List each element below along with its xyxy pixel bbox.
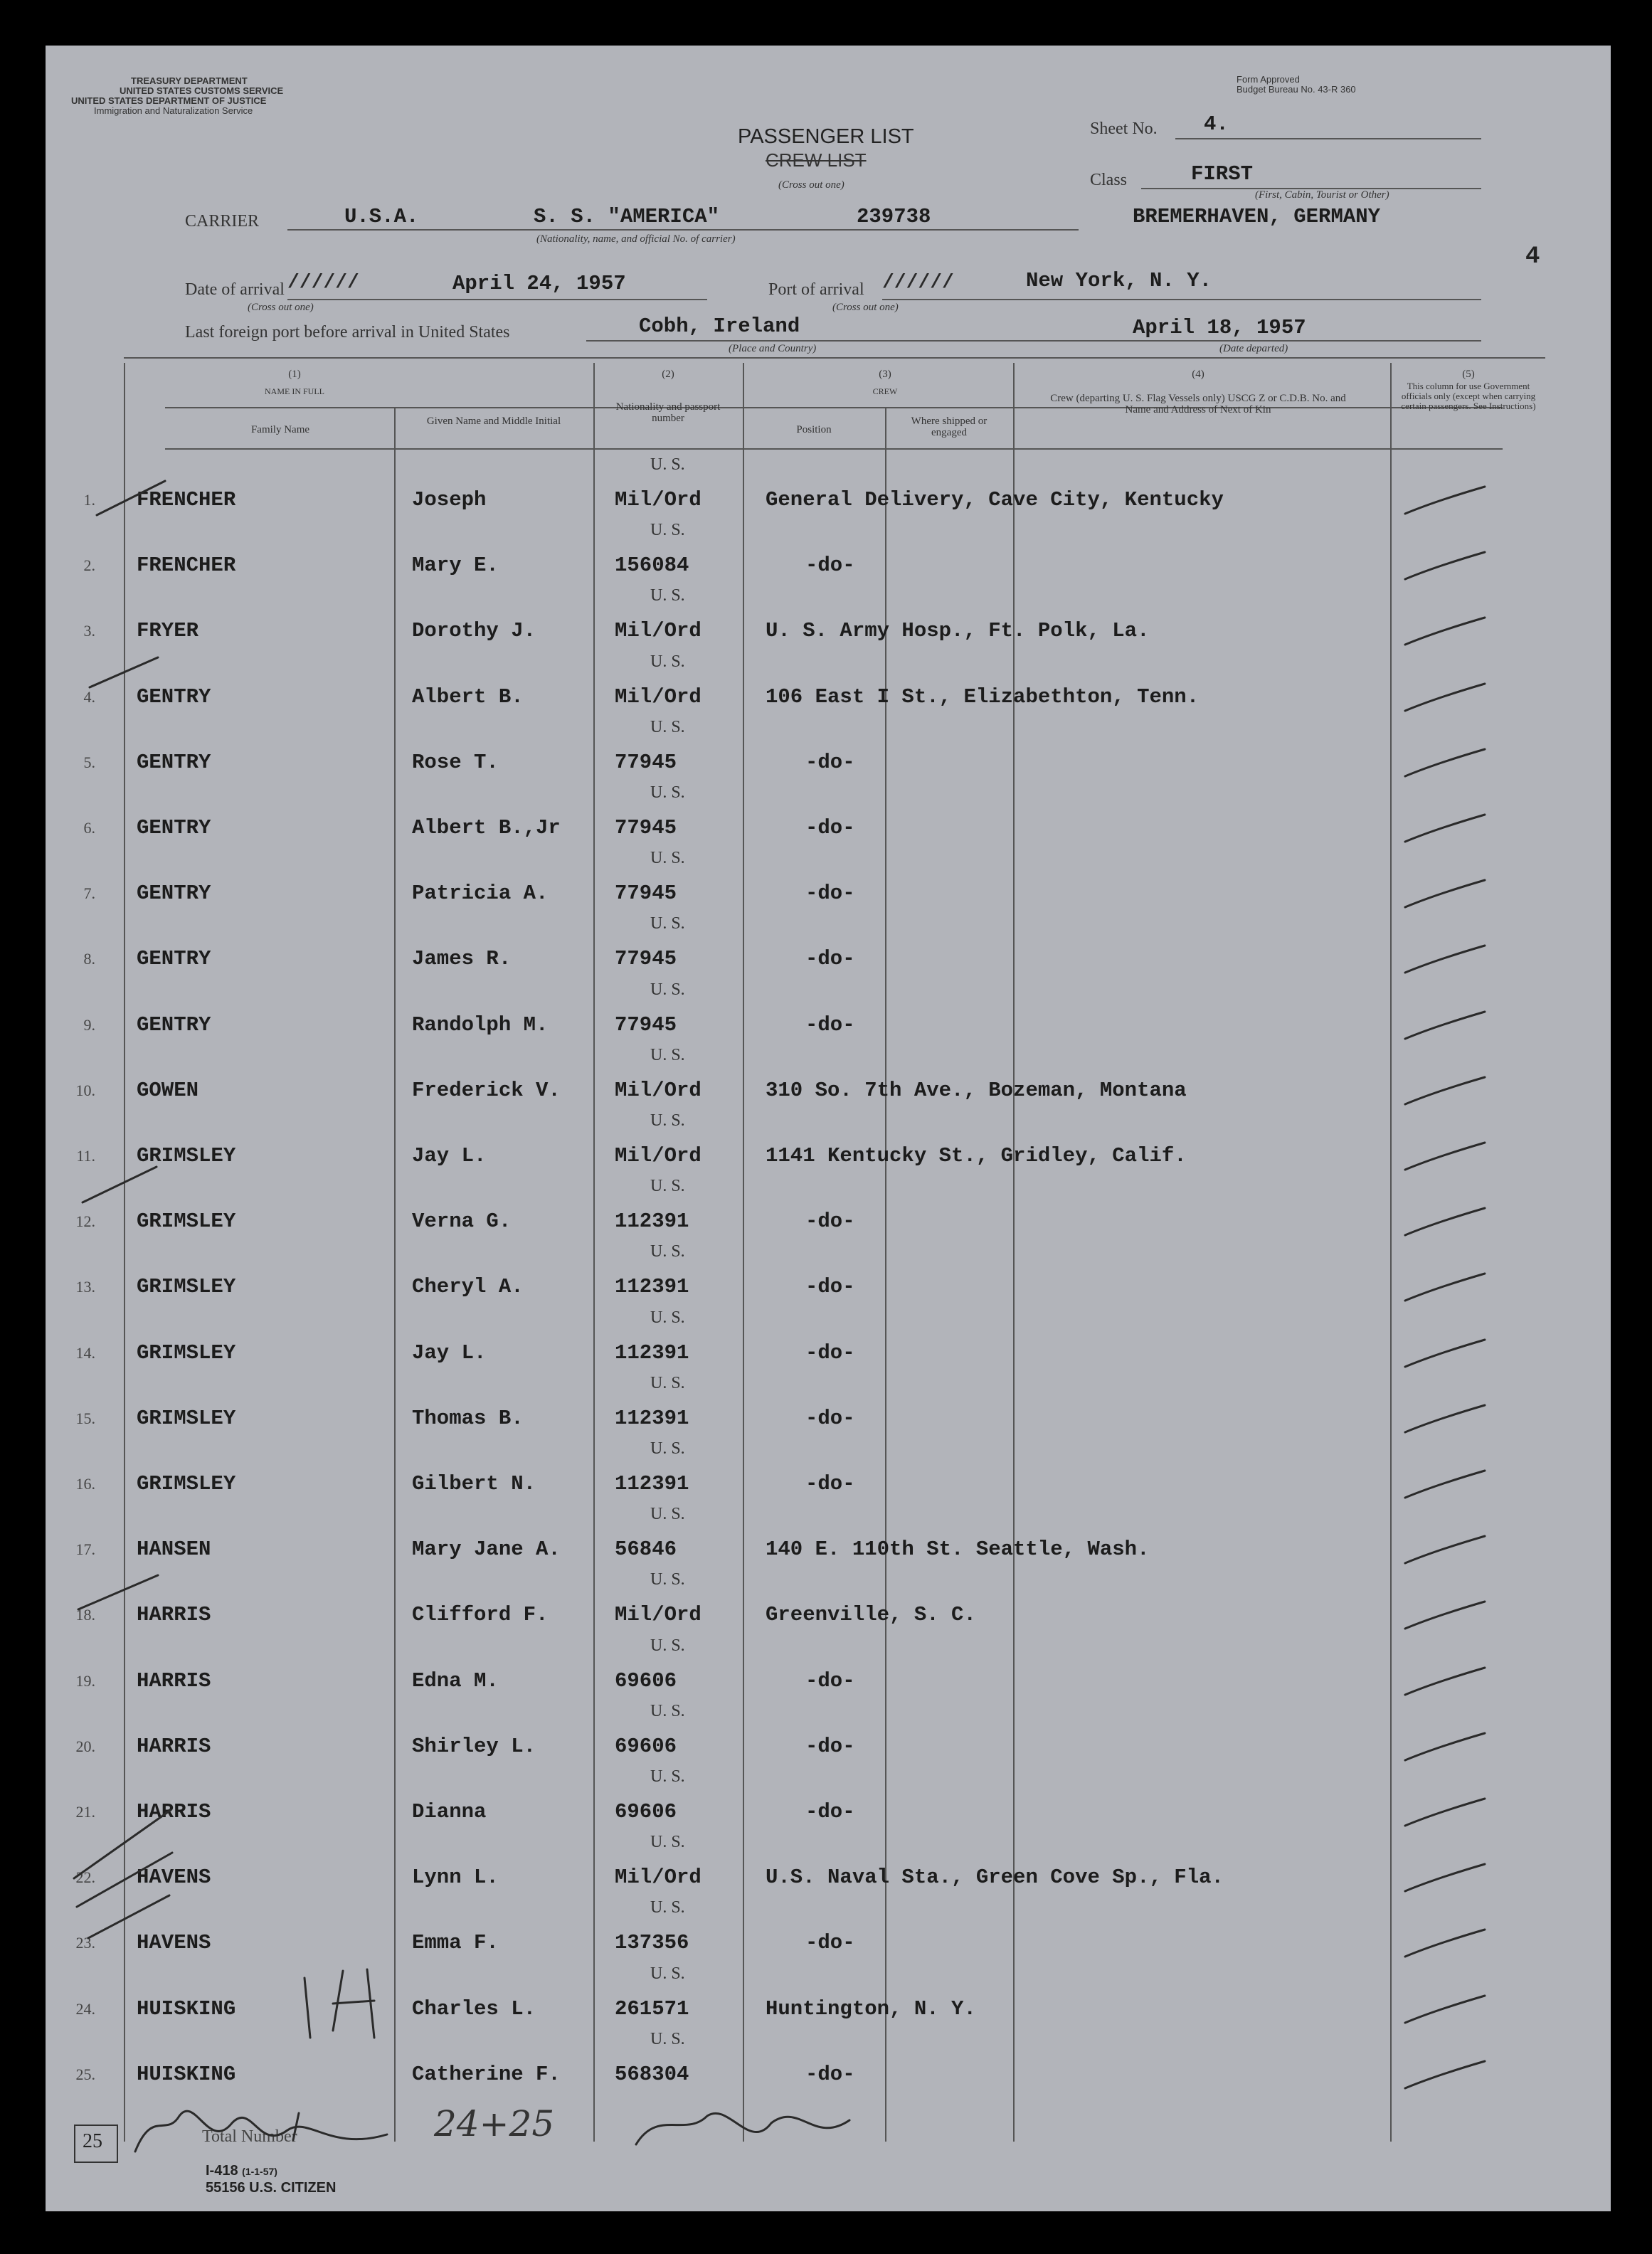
passport-number: 112391 <box>615 1275 689 1299</box>
family-name: GENTRY <box>137 1012 211 1037</box>
row-number: 19. <box>75 1671 95 1690</box>
passport-number: 112391 <box>615 1210 689 1234</box>
row-number: 2. <box>83 556 95 575</box>
next-of-kin-address: U.S. Naval Sta., Green Cove Sp., Fla. <box>766 1866 1224 1890</box>
family-name: GRIMSLEY <box>137 1340 236 1365</box>
nationality: U. S. <box>650 717 685 736</box>
next-of-kin-address: U. S. Army Hosp., Ft. Polk, La. <box>766 619 1150 643</box>
arrival-struck: ////// <box>287 272 359 294</box>
port-label: Port of arrival <box>768 280 864 299</box>
nationality: U. S. <box>650 914 685 933</box>
entry-tick-1 <box>97 481 165 515</box>
given-name: Cheryl A. <box>412 1275 524 1299</box>
form-number-text: I-418 <box>206 2163 238 2179</box>
col4-title-label: Crew (departing U. S. Flag Vessels only) USCG Z or C.D.B. No. and Name and Address of Next of Kin <box>1050 393 1346 416</box>
family-name: GOWEN <box>137 1078 199 1102</box>
next-of-kin-address: -do- <box>805 2062 855 2086</box>
given-name: James R. <box>412 947 512 971</box>
family-name: HARRIS <box>137 1734 211 1758</box>
dept-line-3: UNITED STATES DEPARTMENT OF JUSTICE <box>71 95 267 106</box>
nationality: U. S. <box>650 1898 685 1917</box>
corner-number: 4 <box>1525 243 1540 270</box>
crew-list-label: CREW LIST <box>766 149 867 171</box>
nationality: U. S. <box>650 1177 685 1196</box>
family-name: FRYER <box>137 619 199 643</box>
nationality: U. S. <box>650 521 685 540</box>
row-number: 18. <box>75 1606 95 1624</box>
given-name: Lynn L. <box>412 1866 499 1890</box>
family-name: HUISKING <box>137 2062 236 2086</box>
col-shipped-label: Where shipped or engaged <box>911 416 988 438</box>
col5-number: (5) <box>1462 369 1475 380</box>
next-of-kin-address: -do- <box>805 1012 855 1037</box>
passport-number: 77945 <box>615 882 677 906</box>
passport-number: Mil/Ord <box>615 1603 701 1627</box>
entry-tick-6 <box>77 1853 172 1907</box>
given-name: Patricia A. <box>412 882 549 906</box>
next-of-kin-address: 310 So. 7th Ave., Bozeman, Montana <box>766 1078 1187 1102</box>
nationality: U. S. <box>650 1045 685 1064</box>
passport-number: Mil/Ord <box>615 684 701 709</box>
given-name: Frederick V. <box>412 1078 561 1102</box>
given-name: Edna M. <box>412 1668 499 1693</box>
family-name: HANSEN <box>137 1538 211 1562</box>
last-port-label: Last foreign port before arrival in United States <box>185 323 510 342</box>
carrier-hint: (Nationality, name, and official No. of carrier) <box>536 233 736 245</box>
col4-number: (4) <box>1192 369 1204 380</box>
given-name: Jay L. <box>412 1144 487 1168</box>
col-given-label: Given Name and Middle Initial <box>426 416 561 427</box>
signature-scribble-2 <box>636 2113 849 2144</box>
row-number: 23. <box>75 1934 95 1952</box>
col1-number: (1) <box>288 369 301 380</box>
class-hint: (First, Cabin, Tourist or Other) <box>1255 189 1389 201</box>
passport-number: Mil/Ord <box>615 1078 701 1102</box>
given-name: Emma F. <box>412 1931 499 1955</box>
given-name: Randolph M. <box>412 1012 549 1037</box>
class-value: FIRST <box>1191 162 1254 186</box>
col2-number: (2) <box>662 369 674 380</box>
row-number: 6. <box>83 819 95 837</box>
nationality: U. S. <box>650 1111 685 1130</box>
port-cross-hint: (Cross out one) <box>832 302 899 313</box>
handwritten-total: 24+25 <box>434 2103 555 2144</box>
family-name: GENTRY <box>137 947 211 971</box>
family-name: GRIMSLEY <box>137 1406 236 1430</box>
arrival-date: April 24, 1957 <box>452 272 626 295</box>
family-name: HARRIS <box>137 1668 211 1693</box>
next-of-kin-address: 140 E. 110th St. Seattle, Wash. <box>766 1538 1150 1562</box>
nationality: U. S. <box>650 586 685 605</box>
next-of-kin-address: Greenville, S. C. <box>766 1603 976 1627</box>
row-number: 14. <box>75 1343 95 1362</box>
next-of-kin-address: -do- <box>805 882 855 906</box>
family-name: GRIMSLEY <box>137 1210 236 1234</box>
col1-title: NAME IN FULL <box>265 386 324 396</box>
given-name: Gilbert N. <box>412 1472 536 1496</box>
nationality: U. S. <box>650 1964 685 1983</box>
form-number-date: (1-1-57) <box>242 2166 277 2177</box>
signature-scribble <box>135 2111 387 2152</box>
next-of-kin-address: -do- <box>805 750 855 774</box>
given-name: Jay L. <box>412 1340 487 1365</box>
date-hint: (Date departed) <box>1219 343 1288 354</box>
stamp-stroke-4 <box>333 2001 374 2004</box>
next-of-kin-address: -do- <box>805 1734 855 1758</box>
nationality: U. S. <box>650 1767 685 1786</box>
family-name: FRENCHER <box>137 554 236 578</box>
row-number: 24. <box>75 1999 95 2018</box>
port-value: New York, N. Y. <box>1026 269 1212 292</box>
passport-number: 69606 <box>615 1800 677 1824</box>
family-name: HAVENS <box>137 1866 211 1890</box>
carrier-label: CARRIER <box>185 212 260 231</box>
sheet-number: 4. <box>1204 112 1229 136</box>
carrier-number: 239738 <box>857 205 931 228</box>
passport-number: Mil/Ord <box>615 488 701 512</box>
passport-number: 77945 <box>615 750 677 774</box>
sheet-label: Sheet No. <box>1090 120 1158 138</box>
page-title: PASSENGER LIST <box>738 125 914 148</box>
passport-number: Mil/Ord <box>615 1866 701 1890</box>
given-name: Dorothy J. <box>412 619 536 643</box>
passport-number: 137356 <box>615 1931 689 1955</box>
family-name: FRENCHER <box>137 488 236 512</box>
place-hint: (Place and Country) <box>729 343 817 354</box>
passport-number: 568304 <box>615 2062 689 2086</box>
stamp-stroke-1 <box>305 1978 310 2038</box>
row-number: 21. <box>75 1803 95 1821</box>
family-name: GENTRY <box>137 882 211 906</box>
family-name: GRIMSLEY <box>137 1275 236 1299</box>
next-of-kin-address: -do- <box>805 1210 855 1234</box>
next-of-kin-address: -do- <box>805 1668 855 1693</box>
class-label: Class <box>1090 171 1128 189</box>
row-number: 12. <box>75 1212 95 1231</box>
given-name: Rose T. <box>412 750 499 774</box>
row-number: 22. <box>75 1868 95 1887</box>
entry-tick-4 <box>78 1575 158 1609</box>
col-family-header: Family Name <box>250 424 310 435</box>
next-of-kin-address: -do- <box>805 816 855 840</box>
passport-number: 69606 <box>615 1734 677 1758</box>
next-of-kin-address: -do- <box>805 947 855 971</box>
stamp-stroke-3 <box>367 1969 374 2038</box>
arrival-cross-hint: (Cross out one) <box>248 302 314 313</box>
row-number: 5. <box>83 753 95 771</box>
family-name: GENTRY <box>137 750 211 774</box>
passport-number: 77945 <box>615 1012 677 1037</box>
entry-tick-7 <box>88 1895 169 1938</box>
family-name: HUISKING <box>137 1996 236 2021</box>
nationality: U. S. <box>650 1308 685 1327</box>
port-struck: ////// <box>882 272 954 294</box>
given-name: Verna G. <box>412 1210 512 1234</box>
row-number: 10. <box>75 1081 95 1099</box>
departure-port: BREMERHAVEN, GERMANY <box>1133 205 1381 228</box>
next-of-kin-address: -do- <box>805 1406 855 1430</box>
next-of-kin-address: 1141 Kentucky St., Gridley, Calif. <box>766 1144 1187 1168</box>
total-box-value: 25 <box>83 2130 102 2152</box>
family-name: HAVENS <box>137 1931 211 1955</box>
nationality: U. S. <box>650 849 685 868</box>
next-of-kin-address: Huntington, N. Y. <box>766 1996 976 2021</box>
row-number: 7. <box>83 884 95 903</box>
next-of-kin-address: -do- <box>805 1800 855 1824</box>
col3-title: CREW <box>872 386 898 396</box>
row-number: 16. <box>75 1475 95 1493</box>
family-name: GENTRY <box>137 816 211 840</box>
row-number: 15. <box>75 1409 95 1427</box>
given-name: Mary Jane A. <box>412 1538 561 1562</box>
manifest-sheet <box>46 46 1611 2211</box>
given-name: Albert B.,Jr <box>412 816 561 840</box>
carrier-ship: S. S. "AMERICA" <box>534 205 720 228</box>
next-of-kin-address: -do- <box>805 1472 855 1496</box>
passport-number: 112391 <box>615 1472 689 1496</box>
form-approved: Form Approved <box>1237 74 1300 85</box>
total-label: Total Number <box>202 2127 297 2146</box>
passport-number: 69606 <box>615 1668 677 1693</box>
stamp-stroke-2 <box>333 1971 343 2031</box>
nationality: U. S. <box>650 1373 685 1392</box>
nationality: U. S. <box>650 1242 685 1261</box>
passport-number: 261571 <box>615 1996 689 2021</box>
last-port-value: Cobh, Ireland <box>639 314 800 338</box>
given-name: Thomas B. <box>412 1406 524 1430</box>
col5-title-label: This column for use Government officials only (except when carrying certain passengers. See Instructions) <box>1401 381 1536 411</box>
passport-number: 112391 <box>615 1340 689 1365</box>
col3-number: (3) <box>879 369 891 380</box>
nationality: U. S. <box>650 980 685 999</box>
dept-line-4: Immigration and Naturalization Service <box>94 105 253 116</box>
handwriting-overlay <box>46 46 1611 2211</box>
nationality: U. S. <box>650 1833 685 1852</box>
passport-number: 156084 <box>615 554 689 578</box>
given-name: Catherine F. <box>412 2062 561 2086</box>
row-number: 20. <box>75 1737 95 1755</box>
budget-bureau: Budget Bureau No. 43-R 360 <box>1237 84 1356 95</box>
row-number: 9. <box>83 1015 95 1034</box>
next-of-kin-address: -do- <box>805 1340 855 1365</box>
row-number: 13. <box>75 1278 95 1296</box>
dept-line-1: TREASURY DEPARTMENT <box>131 75 248 86</box>
row-number: 3. <box>83 622 95 640</box>
nationality: U. S. <box>650 1701 685 1720</box>
next-of-kin-address: General Delivery, Cave City, Kentucky <box>766 488 1224 512</box>
row-number: 25. <box>75 2065 95 2083</box>
row-number: 4. <box>83 687 95 706</box>
col2-title-label: Nationality and passport number <box>615 401 721 424</box>
row-number: 8. <box>83 950 95 968</box>
carrier-nationality: U.S.A. <box>344 205 419 228</box>
nationality: U. S. <box>650 455 685 474</box>
nationality: U. S. <box>650 1570 685 1589</box>
passport-number: 77945 <box>615 947 677 971</box>
passport-number: 56846 <box>615 1538 677 1562</box>
col-position-header: Position <box>796 424 832 435</box>
row-number: 1. <box>83 491 95 509</box>
next-of-kin-address: -do- <box>805 1275 855 1299</box>
next-of-kin-address: -do- <box>805 554 855 578</box>
nationality: U. S. <box>650 2029 685 2048</box>
row-number: 17. <box>75 1540 95 1559</box>
given-name: Mary E. <box>412 554 499 578</box>
passport-number: 112391 <box>615 1406 689 1430</box>
given-name: Dianna <box>412 1800 487 1824</box>
entry-tick-5 <box>74 1810 171 1878</box>
given-name: Albert B. <box>412 684 524 709</box>
dept-line-2: UNITED STATES CUSTOMS SERVICE <box>120 85 284 96</box>
date-departed: April 18, 1957 <box>1133 316 1306 339</box>
next-of-kin-address: -do- <box>805 1931 855 1955</box>
family-name: GENTRY <box>137 684 211 709</box>
passport-number: 77945 <box>615 816 677 840</box>
given-name: Joseph <box>412 488 487 512</box>
nationality: U. S. <box>650 1439 685 1458</box>
family-name: HARRIS <box>137 1800 211 1824</box>
given-name: Shirley L. <box>412 1734 536 1758</box>
family-name: GRIMSLEY <box>137 1144 236 1168</box>
nationality: U. S. <box>650 1636 685 1655</box>
nationality: U. S. <box>650 783 685 802</box>
citizen-label: 55156 U.S. CITIZEN <box>206 2180 337 2196</box>
given-name: Charles L. <box>412 1996 536 2021</box>
arrival-label: Date of arrival <box>185 280 285 299</box>
passport-number: Mil/Ord <box>615 619 701 643</box>
family-name: GRIMSLEY <box>137 1472 236 1496</box>
given-name: Clifford F. <box>412 1603 549 1627</box>
passport-number: Mil/Ord <box>615 1144 701 1168</box>
family-name: HARRIS <box>137 1603 211 1627</box>
next-of-kin-address: 106 East I St., Elizabethton, Tenn. <box>766 684 1200 709</box>
entry-tick-2 <box>90 657 158 687</box>
nationality: U. S. <box>650 1505 685 1524</box>
nationality: U. S. <box>650 652 685 671</box>
entry-tick-3 <box>83 1167 157 1202</box>
row-number: 11. <box>76 1147 95 1165</box>
cross-out-hint: (Cross out one) <box>778 179 844 191</box>
